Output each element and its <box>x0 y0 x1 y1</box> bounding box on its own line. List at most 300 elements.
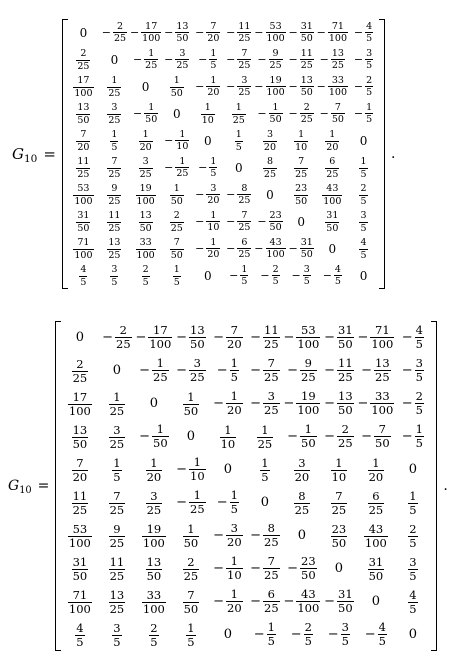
denominator: 25 <box>109 602 125 616</box>
numerator: 8 <box>266 156 273 167</box>
minus-sign: − <box>250 396 262 411</box>
minus-sign: − <box>364 627 376 642</box>
matrix-subscript: 10 <box>19 484 32 496</box>
fraction <box>368 455 385 484</box>
denominator: 5 <box>111 276 118 288</box>
minus-sign: − <box>287 429 299 444</box>
numerator: 33 <box>331 74 344 86</box>
fraction <box>201 103 215 125</box>
denominator: 100 <box>297 601 320 615</box>
denominator: 25 <box>269 60 282 71</box>
denominator: 10 <box>176 141 189 152</box>
denominator: 10 <box>295 141 308 153</box>
matrix-entry <box>286 46 317 73</box>
matrix-row <box>61 321 431 354</box>
numerator: 13 <box>146 554 162 569</box>
fraction <box>146 488 163 517</box>
fraction <box>139 157 153 179</box>
denominator: 100 <box>297 403 320 417</box>
fraction <box>328 76 348 98</box>
integer-value: 0 <box>141 79 150 94</box>
fraction <box>175 49 189 71</box>
fraction <box>76 130 90 152</box>
matrix-symbol: G <box>12 145 24 163</box>
matrix-entry <box>317 73 348 100</box>
numerator: 13 <box>72 422 88 437</box>
matrix-entry <box>161 154 192 181</box>
matrix-entry <box>99 73 130 100</box>
fraction <box>269 49 283 71</box>
fraction <box>232 103 246 125</box>
denominator: 50 <box>338 403 353 417</box>
denominator: 100 <box>371 337 394 351</box>
denominator: 20 <box>207 33 220 44</box>
matrix-entry <box>161 262 192 289</box>
numerator: 6 <box>267 586 275 601</box>
fraction <box>368 554 385 583</box>
minus-sign: − <box>319 107 329 120</box>
minus-sign: − <box>164 53 174 66</box>
denominator: 50 <box>269 114 282 125</box>
minus-sign: − <box>353 107 364 120</box>
fraction <box>175 130 189 152</box>
fraction <box>136 238 156 260</box>
fraction <box>263 553 280 582</box>
numerator: 7 <box>111 156 118 167</box>
fraction <box>374 355 391 384</box>
matrix-entry <box>161 181 192 208</box>
matrix-entry <box>246 387 283 420</box>
matrix-entry <box>172 354 209 387</box>
matrix-entry <box>68 127 99 154</box>
denominator: 50 <box>295 195 308 207</box>
fraction <box>237 238 251 260</box>
matrix-entry <box>209 585 246 618</box>
numerator: 53 <box>77 183 90 194</box>
denominator: 50 <box>72 437 88 451</box>
fraction <box>296 322 320 351</box>
matrix-entry <box>283 519 320 552</box>
numerator: 13 <box>108 237 121 248</box>
denominator: 25 <box>183 569 199 583</box>
minus-sign: − <box>176 330 188 345</box>
matrix-entry <box>317 127 348 154</box>
denominator: 25 <box>295 168 308 180</box>
fraction <box>267 619 276 648</box>
matrix-symbol: G <box>8 478 20 494</box>
integer-value: 0 <box>297 528 307 543</box>
denominator: 5 <box>113 635 121 649</box>
numerator: 31 <box>338 322 353 337</box>
fraction <box>237 76 251 98</box>
fraction <box>368 488 385 517</box>
numerator: 3 <box>113 422 121 437</box>
matrix-label <box>12 145 62 166</box>
matrix-entry <box>192 73 223 100</box>
matrix-entry <box>394 585 431 618</box>
minus-sign: − <box>324 594 336 609</box>
denominator: 5 <box>76 635 84 649</box>
numerator: 3 <box>298 455 306 470</box>
matrix-entry <box>130 100 161 127</box>
fraction <box>294 455 311 484</box>
numerator: 1 <box>179 128 186 140</box>
denominator: 5 <box>230 370 238 384</box>
fraction <box>170 238 184 260</box>
denominator: 10 <box>220 437 236 451</box>
denominator: 50 <box>183 536 199 550</box>
matrix-entry <box>161 19 192 46</box>
matrix-entry <box>98 387 135 420</box>
numerator: 43 <box>326 183 339 194</box>
fraction <box>189 355 206 384</box>
denominator: 5 <box>210 60 217 71</box>
denominator: 50 <box>77 222 90 234</box>
matrix-entry <box>246 618 283 651</box>
matrix-entry <box>286 73 317 100</box>
numerator: 1 <box>298 129 305 140</box>
matrix-entry <box>254 46 285 73</box>
minus-sign: − <box>324 330 336 345</box>
matrix-entry <box>348 100 379 127</box>
matrix-entry <box>283 618 320 651</box>
matrix-entry <box>348 46 379 73</box>
denominator: 100 <box>68 602 91 616</box>
denominator: 25 <box>264 403 279 417</box>
denominator: 5 <box>113 470 121 484</box>
numerator: 2 <box>366 74 373 86</box>
numerator: 1 <box>210 74 217 86</box>
matrix-label <box>8 478 55 494</box>
denominator: 5 <box>261 470 269 484</box>
fraction <box>300 421 317 450</box>
fraction <box>183 554 200 583</box>
denominator: 100 <box>142 536 165 550</box>
fraction <box>263 355 280 384</box>
denominator: 5 <box>341 634 349 648</box>
denominator: 25 <box>238 249 251 260</box>
minus-sign: − <box>288 242 298 255</box>
numerator: 1 <box>150 455 158 470</box>
matrix-entry <box>223 73 254 100</box>
denominator: 10 <box>207 222 220 233</box>
denominator: 20 <box>207 87 220 98</box>
numerator: 13 <box>109 587 125 602</box>
matrix-entry <box>348 181 379 208</box>
matrix-entry <box>320 519 357 552</box>
minus-sign: − <box>164 26 174 39</box>
denominator: 25 <box>146 503 162 517</box>
matrix-entry <box>283 585 320 618</box>
matrix-entry <box>135 420 172 453</box>
numerator: 2 <box>80 48 87 59</box>
denominator: 50 <box>153 436 168 450</box>
matrix-entry <box>223 100 254 127</box>
numerator: 7 <box>334 101 341 113</box>
denominator: 25 <box>176 60 189 71</box>
denominator: 50 <box>146 569 162 583</box>
numerator: 7 <box>80 129 87 140</box>
numerator: 3 <box>266 129 273 140</box>
numerator: 1 <box>241 263 248 275</box>
matrix-entry <box>61 453 98 486</box>
matrix-entry <box>209 453 246 486</box>
numerator: 7 <box>241 209 248 221</box>
denominator: 5 <box>235 141 242 153</box>
denominator: 50 <box>183 602 199 616</box>
minus-sign: − <box>198 53 208 66</box>
fraction <box>76 157 90 179</box>
equals-sign: = <box>43 145 56 163</box>
minus-sign: − <box>213 528 225 543</box>
matrix-entry <box>192 235 223 262</box>
fraction <box>226 586 243 615</box>
denominator: 100 <box>149 337 172 351</box>
minus-sign: − <box>361 429 373 444</box>
fraction <box>300 22 314 44</box>
fraction <box>175 157 189 179</box>
matrix-entry <box>286 208 317 235</box>
integer-value: 0 <box>359 133 368 148</box>
numerator: 7 <box>267 553 275 568</box>
minus-sign: − <box>226 188 236 201</box>
matrix-entry <box>135 552 172 585</box>
matrix-entry <box>286 154 317 181</box>
numerator: 1 <box>179 155 186 167</box>
numerator: 1 <box>210 236 217 248</box>
matrix-entry <box>99 208 130 235</box>
matrix-entry <box>286 235 317 262</box>
numerator: 31 <box>300 236 313 248</box>
denominator: 20 <box>146 470 162 484</box>
denominator: 25 <box>109 569 125 583</box>
numerator: 4 <box>366 20 373 32</box>
matrix-entry <box>99 46 130 73</box>
minus-sign: − <box>288 26 298 39</box>
matrix-entry <box>254 262 285 289</box>
fraction <box>408 587 417 616</box>
numerator: 3 <box>303 263 310 275</box>
matrix-entry <box>61 321 98 354</box>
fraction <box>115 322 132 351</box>
denominator: 5 <box>142 276 149 288</box>
matrix-entry <box>246 321 283 354</box>
numerator: 3 <box>142 156 149 167</box>
numerator: 3 <box>241 74 248 86</box>
numerator: 4 <box>409 587 417 602</box>
matrix-entry <box>320 453 357 486</box>
matrix-entry <box>283 552 320 585</box>
numerator: 23 <box>269 209 282 221</box>
matrix-entry <box>254 19 285 46</box>
integer-value: 0 <box>149 396 159 411</box>
denominator: 25 <box>238 33 251 44</box>
matrix-entry <box>357 486 394 519</box>
numerator: 1 <box>372 455 380 470</box>
numerator: 1 <box>210 47 217 59</box>
fraction <box>226 322 243 351</box>
fraction <box>370 388 394 417</box>
fraction <box>75 620 84 649</box>
matrix-entry <box>172 387 209 420</box>
denominator: 50 <box>375 436 390 450</box>
fraction <box>73 76 93 98</box>
minus-sign: − <box>283 330 295 345</box>
matrix-entry <box>99 262 130 289</box>
minus-sign: − <box>316 80 326 93</box>
denominator: 5 <box>360 195 367 207</box>
denominator: 50 <box>170 195 183 207</box>
minus-sign: − <box>357 396 369 411</box>
matrix-table <box>61 321 431 651</box>
fraction <box>415 421 424 450</box>
numerator: 17 <box>153 322 168 337</box>
matrix-entry <box>61 618 98 651</box>
minus-sign: − <box>216 495 228 510</box>
fraction <box>263 322 280 351</box>
fraction <box>72 356 89 385</box>
fraction <box>109 422 126 451</box>
denominator: 5 <box>409 503 417 517</box>
numerator: 11 <box>77 156 90 167</box>
integer-value: 0 <box>234 160 243 175</box>
matrix-entry <box>209 354 246 387</box>
matrix-entry <box>320 387 357 420</box>
numerator: 1 <box>148 47 155 59</box>
numerator: 23 <box>331 521 347 536</box>
denominator: 100 <box>323 195 342 207</box>
minus-sign: − <box>260 269 270 282</box>
minus-sign: − <box>353 53 364 66</box>
matrix-entry <box>394 420 431 453</box>
minus-sign: − <box>250 528 262 543</box>
integer-value: 0 <box>186 429 196 444</box>
numerator: 71 <box>72 587 88 602</box>
numerator: 31 <box>368 554 384 569</box>
matrix-entry <box>192 262 223 289</box>
numerator: 4 <box>80 264 87 275</box>
denominator: 50 <box>77 114 90 126</box>
numerator: 1 <box>187 521 195 536</box>
fraction <box>337 355 354 384</box>
matrix-entry <box>283 321 320 354</box>
fraction <box>272 265 280 287</box>
denominator: 10 <box>190 469 205 483</box>
minus-sign: − <box>226 215 236 228</box>
numerator: 7 <box>267 355 275 370</box>
numerator: 31 <box>326 210 339 221</box>
denominator: 25 <box>108 168 121 180</box>
matrix-entry <box>61 420 98 453</box>
numerator: 7 <box>113 488 121 503</box>
minus-sign: − <box>176 462 188 477</box>
numerator: 9 <box>304 355 312 370</box>
matrix-row <box>68 154 379 181</box>
denominator: 100 <box>142 602 165 616</box>
matrix-entry <box>130 19 161 46</box>
numerator: 1 <box>335 455 343 470</box>
denominator: 20 <box>207 249 220 260</box>
matrix-entry <box>192 100 223 127</box>
numerator: 71 <box>77 237 90 248</box>
denominator: 100 <box>328 33 348 44</box>
matrix-entry <box>209 420 246 453</box>
numerator: 2 <box>117 20 124 32</box>
minus-sign: − <box>401 363 413 378</box>
minus-sign: − <box>132 107 143 120</box>
matrix-entry <box>317 262 348 289</box>
matrix-entry <box>61 585 98 618</box>
fraction <box>359 157 367 179</box>
denominator: 100 <box>136 195 155 207</box>
denominator: 50 <box>190 337 205 351</box>
denominator: 5 <box>150 635 158 649</box>
numerator: 7 <box>76 455 84 470</box>
fraction <box>189 454 206 483</box>
denominator: 25 <box>109 437 125 451</box>
denominator: 20 <box>227 337 242 351</box>
denominator: 25 <box>108 114 121 126</box>
matrix-entry <box>98 453 135 486</box>
denominator: 10 <box>227 568 242 582</box>
equation-top <box>0 18 395 290</box>
matrix-entry <box>348 208 379 235</box>
matrix-entry <box>317 235 348 262</box>
numerator: 43 <box>301 586 316 601</box>
matrix <box>55 321 437 651</box>
denominator: 25 <box>331 503 347 517</box>
fraction <box>328 22 348 44</box>
matrix-entry <box>317 46 348 73</box>
numerator: 3 <box>111 102 118 113</box>
matrix-entry <box>98 519 135 552</box>
equation-bottom <box>0 318 448 654</box>
fraction <box>73 184 93 206</box>
minus-sign: − <box>287 363 299 378</box>
matrix-entry <box>68 154 99 181</box>
fraction <box>220 422 237 451</box>
denominator: 25 <box>139 168 152 180</box>
fraction <box>257 422 274 451</box>
minus-sign: − <box>176 363 188 378</box>
denominator: 5 <box>409 602 417 616</box>
fraction <box>300 76 314 98</box>
fraction <box>263 388 280 417</box>
denominator: 25 <box>375 370 390 384</box>
numerator: 7 <box>173 237 180 248</box>
matrix-entry <box>209 519 246 552</box>
denominator: 25 <box>238 60 251 71</box>
matrix-row <box>61 453 431 486</box>
fraction <box>300 355 317 384</box>
denominator: 25 <box>368 503 384 517</box>
fraction <box>149 620 158 649</box>
fraction <box>325 211 339 233</box>
numerator: 1 <box>261 455 269 470</box>
minus-sign: − <box>195 80 205 93</box>
minus-sign: − <box>195 242 205 255</box>
minus-sign: − <box>254 26 264 39</box>
denominator: 20 <box>263 141 277 153</box>
numerator: 3 <box>193 355 201 370</box>
matrix-entry <box>394 519 431 552</box>
denominator: 25 <box>176 168 189 179</box>
denominator: 5 <box>210 168 217 179</box>
fraction <box>146 455 163 484</box>
denominator: 100 <box>364 536 387 550</box>
numerator: 6 <box>372 488 380 503</box>
numerator: 2 <box>360 183 367 194</box>
